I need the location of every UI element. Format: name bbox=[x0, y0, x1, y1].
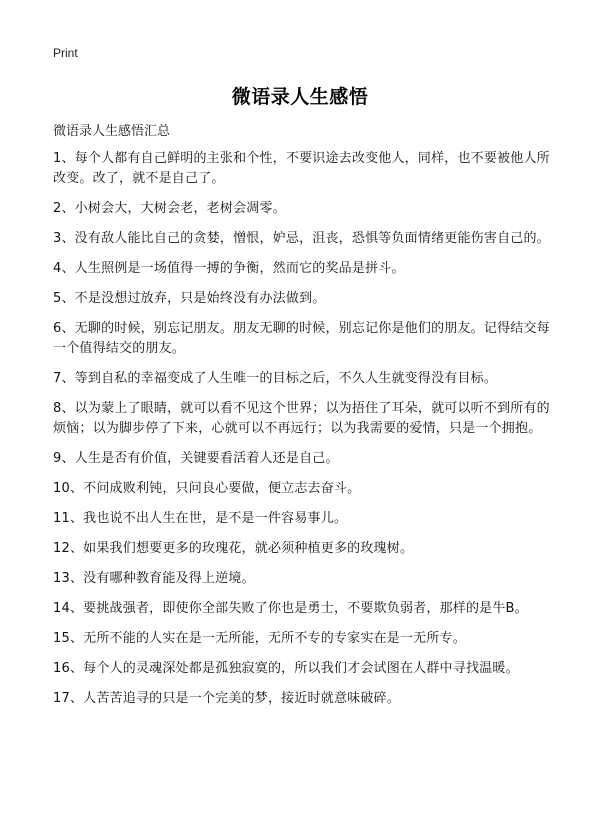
quote-item-3: 3、没有敌人能比自己的贪婪，憎恨，妒忌，沮丧，恐惧等负面情绪更能伤害自己的。 bbox=[53, 231, 550, 246]
quote-item-5: 5、不是没想过放弃，只是始终没有办法做到。 bbox=[53, 291, 326, 306]
quote-item-7: 7、等到自私的幸福变成了人生唯一的目标之后，不久人生就变得没有目标。 bbox=[53, 371, 498, 386]
quote-item-12: 12、如果我们想要更多的玫瑰花，就必须种植更多的玫瑰树。 bbox=[53, 541, 414, 556]
quote-item-8: 8、以为蒙上了眼睛，就可以看不见这个世界；以为捂住了耳朵，就可以听不到所有的烦恼；以为脚步停了下来，心就可以不再远行；以为我需要的爱情，只是一个拥抱。 bbox=[53, 401, 550, 436]
page-title: 微语录人生感悟 bbox=[231, 86, 369, 108]
quote-item-11: 11、我也说不出人生在世，是不是一件容易事儿。 bbox=[53, 511, 348, 526]
quote-item-16: 16、每个人的灵魂深处都是孤独寂寞的，所以我们才会试图在人群中寻找温暖。 bbox=[53, 661, 519, 676]
quote-item-9: 9、人生是否有价值，关键要看活着人还是自己。 bbox=[53, 451, 339, 466]
quote-item-1: 1、每个人都有自己鲜明的主张和个性，不要识途去改变他人，同样，也不要被他人所改变。改了，就不是自己了。 bbox=[53, 151, 550, 186]
quote-item-14: 14、要挑战强者，即使你全部失败了你也是勇士，不要欺负弱者，那样的是牛B。 bbox=[53, 601, 528, 616]
quote-item-17: 17、人苦苦追寻的只是一个完美的梦，接近时就意味破碎。 bbox=[53, 691, 400, 706]
quote-list bbox=[53, 149, 550, 719]
print-link[interactable]: Print bbox=[53, 46, 78, 60]
quote-item-15: 15、无所不能的人实在是一无所能，无所不专的专家实在是一无所专。 bbox=[53, 631, 466, 646]
quote-item-10: 10、不问成败利钝，只问良心要做，便立志去奋斗。 bbox=[53, 481, 361, 496]
quote-item-13: 13、没有哪种教育能及得上逆境。 bbox=[53, 571, 255, 586]
quote-item-6: 6、无聊的时候，别忘记朋友。朋友无聊的时候，别忘记你是他们的朋友。记得结交每一个值得结交的朋友。 bbox=[53, 321, 550, 356]
page-subtitle: 微语录人生感悟汇总 bbox=[53, 124, 171, 139]
quote-item-4: 4、人生照例是一场值得一搏的争衡，然而它的奖品是拼斗。 bbox=[53, 261, 405, 276]
quote-item-2: 2、小树会大，大树会老，老树会凋零。 bbox=[53, 201, 286, 216]
